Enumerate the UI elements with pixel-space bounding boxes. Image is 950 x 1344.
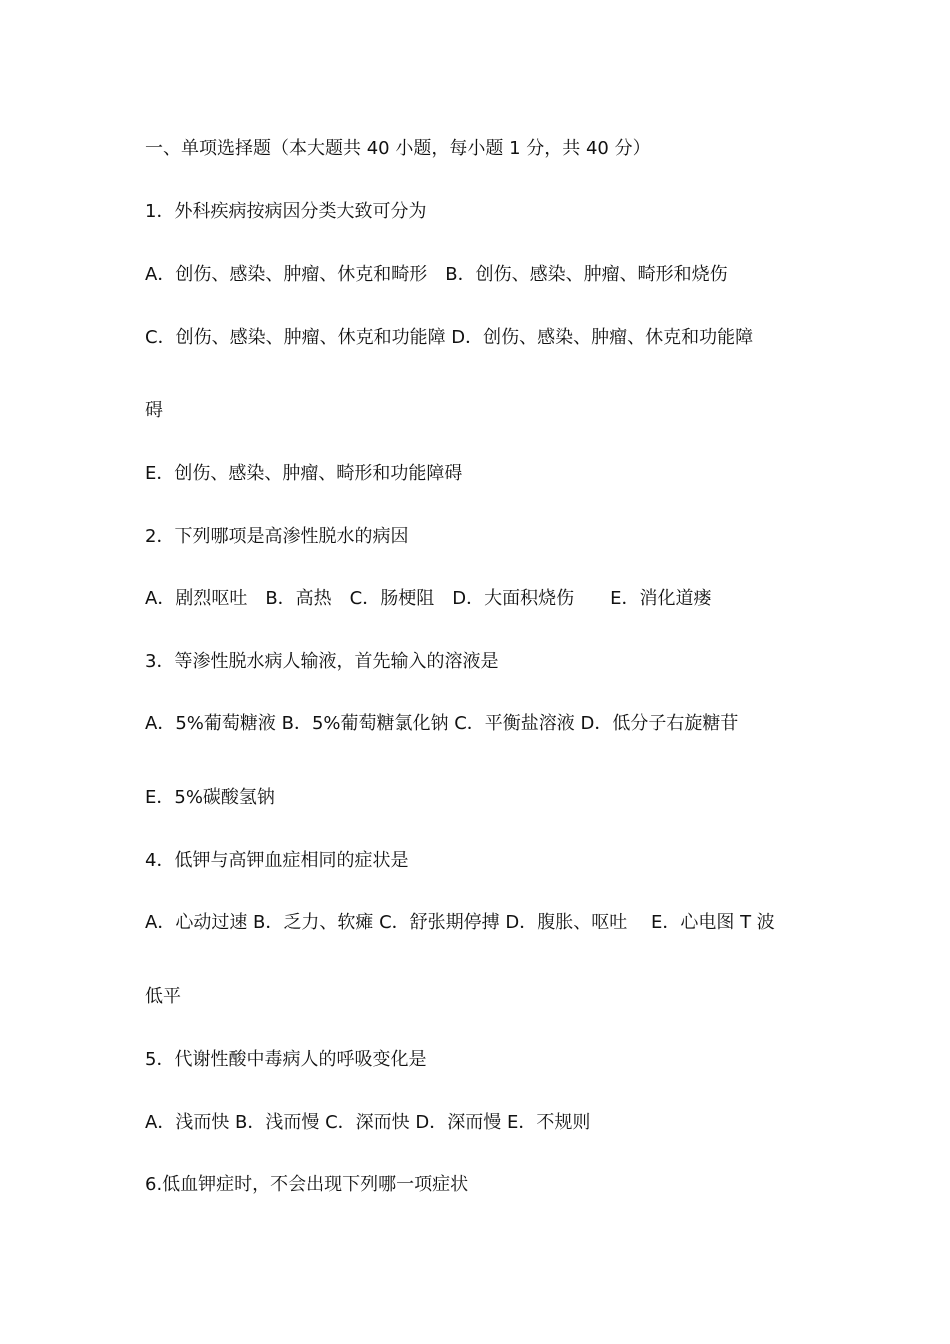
- question-3: 3．等渗性脱水病人输液，首先输入的溶液是: [145, 651, 499, 672]
- question-1-options-cd-continued: 碍: [145, 400, 163, 421]
- question-1-option-e: E．创伤、感染、肿瘤、畸形和功能障碍: [145, 463, 463, 484]
- question-3-option-e: E．5%碳酸氢钠: [145, 787, 275, 808]
- section-heading: 一、单项选择题（本大题共 40 小题，每小题 1 分，共 40 分）: [145, 138, 651, 159]
- question-5: 5．代谢性酸中毒病人的呼吸变化是: [145, 1049, 427, 1070]
- question-3-options-ad: A．5%葡萄糖液 B．5%葡萄糖氯化钠 C．平衡盐溶液 D．低分子右旋糖苷: [145, 713, 739, 734]
- question-2: 2．下列哪项是高渗性脱水的病因: [145, 526, 409, 547]
- question-5-options: A．浅而快 B．浅而慢 C．深而快 D．深而慢 E．不规则: [145, 1112, 591, 1133]
- question-1-options-cd: C．创伤、感染、肿瘤、休克和功能障 D．创伤、感染、肿瘤、休克和功能障: [145, 327, 754, 348]
- question-4-options: A．心动过速 B．乏力、软瘫 C．舒张期停搏 D．腹胀、呕吐 E．心电图 T 波: [145, 912, 775, 933]
- question-6: 6.低血钾症时，不会出现下列哪一项症状: [145, 1174, 469, 1195]
- question-1: 1．外科疾病按病因分类大致可分为: [145, 201, 427, 222]
- question-4: 4．低钾与高钾血症相同的症状是: [145, 850, 409, 871]
- question-4-options-continued: 低平: [145, 986, 181, 1007]
- question-1-options-ab: A．创伤、感染、肿瘤、休克和畸形 B．创伤、感染、肿瘤、畸形和烧伤: [145, 264, 728, 285]
- question-2-options: A．剧烈呕吐 B．高热 C．肠梗阻 D．大面积烧伤 E．消化道瘘: [145, 588, 712, 609]
